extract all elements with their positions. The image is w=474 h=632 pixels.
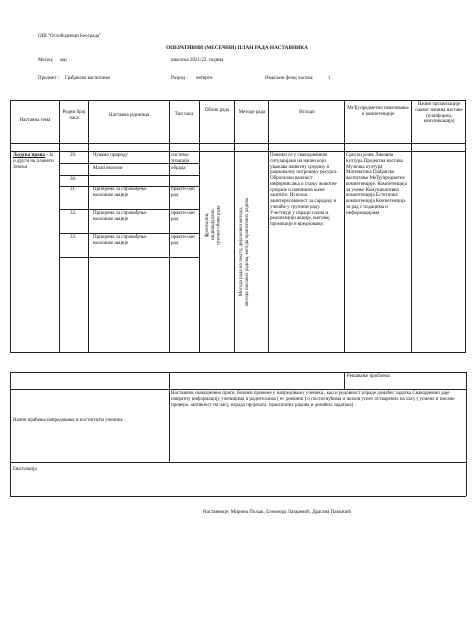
problem-solving-label: Решавање проблема [347,374,390,379]
evaluation-label: Евалуација [13,467,37,472]
lesson-unit: Мали еколози [93,166,123,171]
grade-value: четврти [196,76,213,81]
lesson-number: 29. [70,153,77,158]
subject-label: Предмет : [38,76,60,81]
lesson-type: система-тизација [171,153,190,164]
topic-subtitle: - Ја и други на планети Земљи [13,153,54,170]
grade-label: Разред : [171,76,188,81]
school-year: школска 2021/22. година [171,58,224,63]
lesson-number: 31. [70,187,77,192]
lesson-number: 32. [70,211,77,216]
header-organization: Начин организације оаквог начина наставе (платформа, комуникација) [415,102,463,125]
lesson-type: обрада [171,166,186,171]
lesson-number: 33. [70,235,77,240]
topic-title: Људска права [13,153,45,158]
lesson-unit: Припрема за спровођење еколошке акције [93,187,147,198]
lesson-type: практи-чан рад [171,235,195,246]
header-work-form: Облик рада [204,108,230,113]
lesson-type: практи-чан рад [171,187,195,198]
month-value: мај [60,58,67,63]
lesson-number: 30. [70,177,77,182]
tracking-text: Наставник свакодневно прати, бележи промене у напредовању ученика , као и редовност израде домаћег задатка.Свакодневно даје повратну информацију ученицима и родитељима ( ес дневник ) о постигнућима и њихов успех остварених на часу ( усмене и писане провере, активност на часу, израда пројеката, практичних радова и домаћих задатака) . [171,391,455,408]
lesson-unit: Припрема за спровођење еколошке акције [93,211,147,222]
header-lesson-type: Тип часа [174,112,194,117]
work-methods-text: Метода рада на тексту, дијалошка метода, метода писаних радова, метода практичних радова [239,198,250,306]
outcomes-text: Повежи се у свакодневним ситуацијама на начин који уважава животну средину и рационалну потрошњу ресурса. Образложи важност информисања о стању животне средине и начинима њене заштите. Испољи заинтересованост за сарадњу и учешће у групном раду. Учествује у изради плана и реализацији акције, његовој промоцији и вредновању. [270,153,338,227]
header-work-methods: Методе рада [238,110,266,115]
month-label: Месец: [38,58,54,63]
topic-cell [13,153,57,170]
page-title: ОПЕРАТИВНИ (МЕСЕЧНИ) ПЛАН РАДА НАСТАВНИКА [166,45,308,51]
teachers-signature: Наставнице: Мирина Пољак, Елеонора Лазаревић, Драгана Павлачић [203,510,351,515]
lesson-type: практи-чан рад [171,211,195,222]
work-form-text: фронтални, индивидуални групни облик рада [205,205,222,245]
header-correlation: МеЂупредметно повезивање и компетенције [347,106,409,117]
lesson-unit: Припрема за спровођење еколошке акције [93,235,147,246]
header-topic: Наставна тема [19,118,51,123]
correlation-text: Српски језик Ликовна култура Пројектна настава Музичка култура Математика Грађанско васпитање МеЂупредметне компетенције: Компетенција за учење Комуникативна компетенција Естетичка компетенција Компетенција за рад с подацима и информацијама [346,153,407,216]
weekly-hours-value: 1 [328,76,331,81]
header-lesson-number: Редни број часа [62,110,86,121]
header-teaching-unit: Наставна јединица [108,113,150,118]
tracking-label: Начин праћења напредовања и постигнућа ученика [13,418,123,423]
lesson-unit: Чувамо природу [93,153,128,158]
subject-value: Грађанско васпитање [65,76,111,81]
school-name: ОШ "Ослободиоци Београда" [38,34,102,39]
weekly-hours-label: Недељни фонд часова: [265,76,314,81]
header-outcomes: Исходи [299,110,315,115]
